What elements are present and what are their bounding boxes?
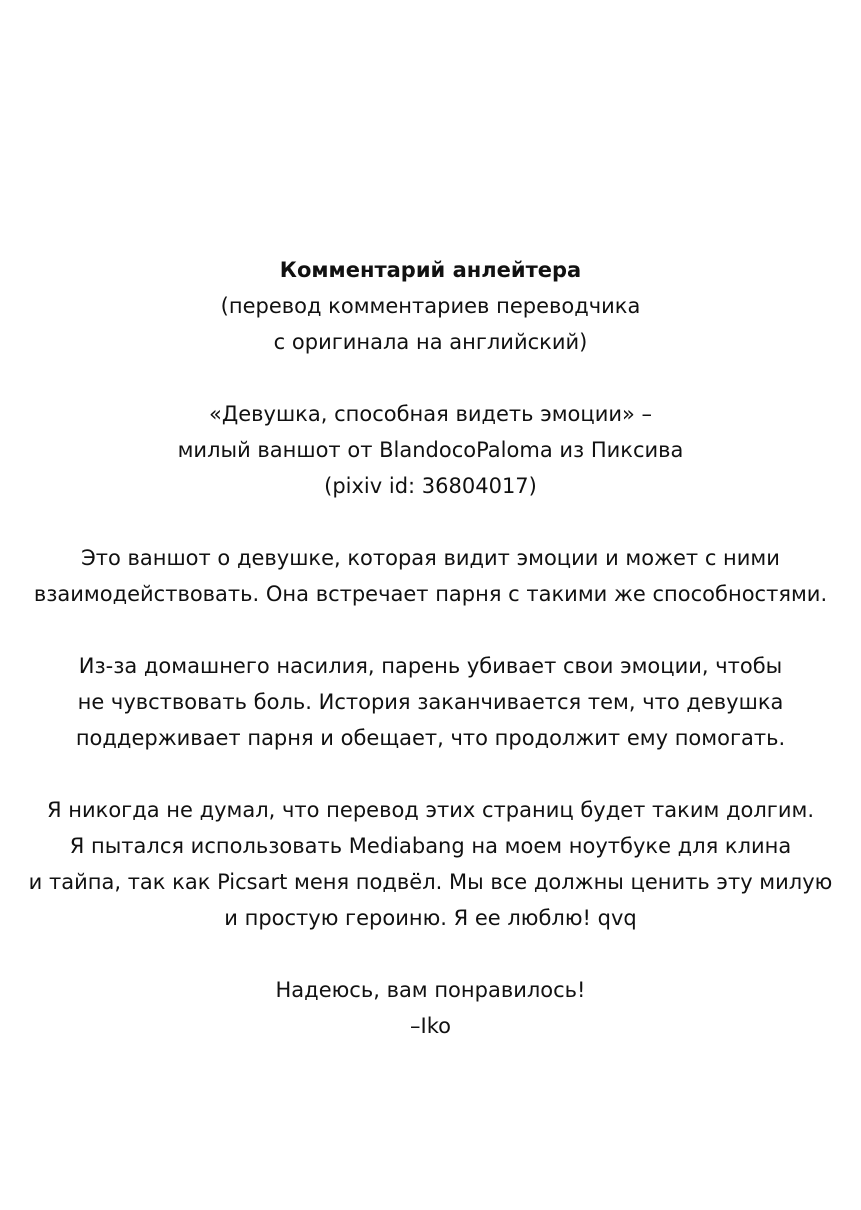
paragraph-2-line-3: поддерживает парня и обещает, что продолжит ему помогать. xyxy=(75,726,786,750)
paragraph-1-line-1: Это ваншот о девушке, которая видит эмоции и может с ними xyxy=(81,546,780,570)
closing-line: Надеюсь, вам понравилось! xyxy=(275,978,586,1002)
page-title: Комментарий анлейтера xyxy=(279,258,582,282)
spacer xyxy=(0,504,861,540)
spacer xyxy=(0,360,861,396)
subtitle-line-2: с оригинала на английский) xyxy=(273,330,588,354)
signature: –Iko xyxy=(410,1014,451,1038)
paragraph-3-line-3: и тайпа, так как Picsart меня подвёл. Мы все должны ценить эту милую xyxy=(28,870,833,894)
paragraph-2-line-1: Из-за домашнего насилия, парень убивает свои эмоции, чтобы xyxy=(78,654,783,678)
translator-comment-page xyxy=(0,252,861,1044)
source-line-2: милый ваншот от BlandocoPaloma из Пиксива xyxy=(177,438,684,462)
closing-block xyxy=(0,972,861,1044)
paragraph-3 xyxy=(0,792,861,936)
header-block xyxy=(0,252,861,360)
paragraph-3-line-4: и простую героиню. Я ее люблю! qvq xyxy=(224,906,637,930)
source-line-3: (pixiv id: 36804017) xyxy=(324,474,537,498)
paragraph-2 xyxy=(0,648,861,756)
paragraph-3-line-1: Я никогда не думал, что перевод этих страниц будет таким долгим. xyxy=(46,798,814,822)
source-block xyxy=(0,396,861,504)
spacer xyxy=(0,756,861,792)
paragraph-1-line-2: взаимодействовать. Она встречает парня с такими же способностями. xyxy=(33,582,828,606)
spacer xyxy=(0,936,861,972)
subtitle-line-1: (перевод комментариев переводчика xyxy=(220,294,641,318)
source-line-1: «Девушка, способная видеть эмоции» – xyxy=(208,402,653,426)
paragraph-3-line-2: Я пытался использовать Mediabang на моем ноутбуке для клина xyxy=(69,834,792,858)
paragraph-1 xyxy=(0,540,861,612)
spacer xyxy=(0,612,861,648)
paragraph-2-line-2: не чувствовать боль. История заканчивается тем, что девушка xyxy=(77,690,784,714)
